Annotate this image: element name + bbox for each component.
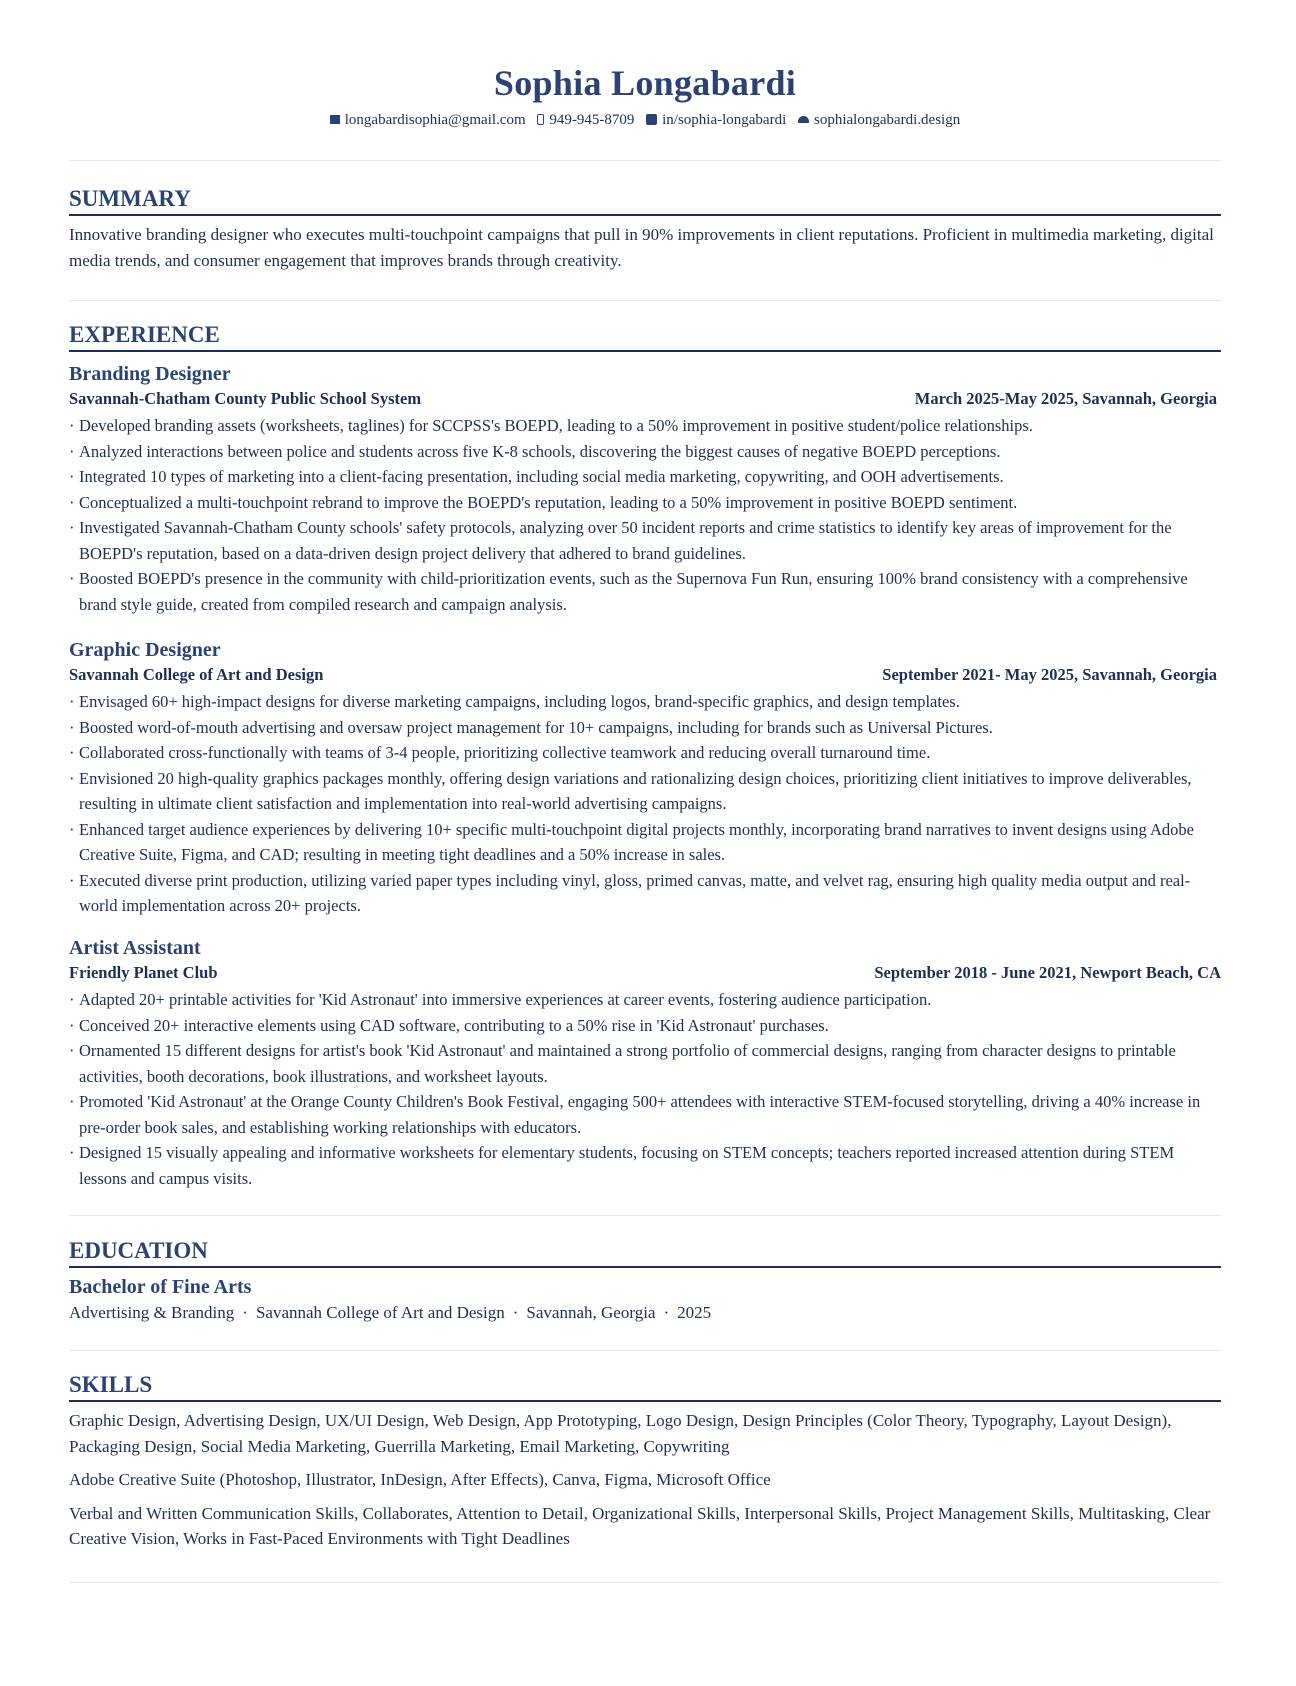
section-rule bbox=[69, 214, 1221, 216]
list-item: · Integrated 10 types of marketing into a client-facing presentation, including social media marketing, copywriting, and OOH advertisements. bbox=[69, 464, 1221, 490]
list-item: · Conceptualized a multi-touchpoint rebrand to improve the BOEPD's reputation, leading to a 50% improvement in positive BOEPD sentiment. bbox=[69, 490, 1221, 516]
separator: · bbox=[512, 1303, 519, 1322]
section-rule bbox=[69, 1266, 1221, 1268]
list-item: · Envisioned 20 high-quality graphics packages monthly, offering design variations and rationalizing design choices, prioritizing client initiatives to improve deliverables, resulting in ultimate client satisfaction and implementation into real-world advertising campaigns. bbox=[69, 766, 1221, 817]
list-item: · Collaborated cross-functionally with teams of 3-4 people, prioritizing collective teamwork and reducing overall turnaround time. bbox=[69, 740, 1221, 766]
phone-text: 949-945-8709 bbox=[549, 112, 635, 128]
skills-design: Graphic Design, Advertising Design, UX/UI Design, Web Design, App Prototyping, Logo Design, Design Principles (Color Theory, Typography, Layout Design), Packaging Design, Social Media Marketing, Guerrilla Marketing, Email Marketing, Copywriting bbox=[69, 1411, 1172, 1456]
linkedin-text: in/sophia-longabardi bbox=[662, 112, 787, 128]
summary-text: Innovative branding designer who executes multi-touchpoint campaigns that pull in 90% improvements in client reputations. Proficient in multimedia marketing, digital media trends, and consumer engagement that improves brands through creativity. bbox=[69, 225, 1214, 270]
list-item: · Conceived 20+ interactive elements using CAD software, contributing to a 50% rise in 'Kid Astronaut' purchases. bbox=[69, 1013, 1221, 1039]
list-item: · Envisaged 60+ high-impact designs for diverse marketing campaigns, including logos, brand-specific graphics, and design templates. bbox=[69, 689, 1221, 715]
list-item: · Promoted 'Kid Astronaut' at the Orange County Children's Book Festival, engaging 500+ attendees with interactive STEM-focused storytelling, driving a 40% increase in pre-order book sales, and establishing working relationships with educators. bbox=[69, 1089, 1221, 1140]
skills-soft: Verbal and Written Communication Skills, Collaborates, Attention to Detail, Organizational Skills, Interpersonal Skills, Project Management Skills, Multitasking, Clear Creative Vision, Works in Fast-Paced Environments with Tight Deadlines bbox=[69, 1503, 1211, 1548]
list-item: · Analyzed interactions between police and students across five K-8 schools, discovering the biggest causes of negative BOEPD perceptions. bbox=[69, 439, 1221, 465]
contact-email[interactable] bbox=[330, 112, 526, 129]
divider bbox=[69, 1215, 1221, 1216]
education-school: Savannah College of Art and Design bbox=[255, 1303, 505, 1322]
education-details bbox=[69, 1300, 1221, 1326]
job-entry bbox=[69, 637, 1221, 919]
list-item: · Ornamented 15 different designs for artist's book 'Kid Astronaut' and maintained a strong portfolio of commercial designs, ranging from character designs to printable activities, booth decorations, book illustrations, and worksheet layouts. bbox=[69, 1038, 1221, 1089]
list-item: · Enhanced target audience experiences by delivering 10+ specific multi-touchpoint digital projects monthly, incorporating brand narratives to invent designs using Adobe Creative Suite, Figma, and CAD; resulting in meeting tight deadlines and a 50% increase in sales. bbox=[69, 817, 1221, 868]
section-title: EDUCATION bbox=[69, 1238, 208, 1263]
job-title: Graphic Designer bbox=[69, 639, 221, 661]
list-item: · Boosted word-of-mouth advertising and oversaw project management for 10+ campaigns, including for brands such as Universal Pictures. bbox=[69, 715, 1221, 741]
job-bullets bbox=[69, 689, 1221, 919]
section-rule bbox=[69, 1400, 1221, 1402]
section-rule bbox=[69, 350, 1221, 352]
job-dates-location: March 2025-May 2025, Savannah, Georgia bbox=[914, 389, 1217, 408]
skills-software: Adobe Creative Suite (Photoshop, Illustrator, InDesign, After Effects), Canva, Figma, Microsoft Office bbox=[69, 1470, 771, 1489]
phone-icon bbox=[537, 114, 544, 125]
education-section bbox=[69, 1236, 1221, 1326]
divider bbox=[69, 160, 1221, 161]
list-item: · Investigated Savannah-Chatham County schools' safety protocols, analyzing over 50 incident reports and crime statistics to identify key areas of improvement for the BOEPD's reputation, based on a data-driven design project delivery that adhered to brand guidelines. bbox=[69, 515, 1221, 566]
degree-title: Bachelor of Fine Arts bbox=[69, 1276, 252, 1298]
job-entry bbox=[69, 935, 1221, 1191]
separator: · bbox=[663, 1303, 670, 1322]
job-dates-location: September 2021- May 2025, Savannah, Georgia bbox=[882, 665, 1217, 684]
section-title: SUMMARY bbox=[69, 186, 191, 211]
contact-line bbox=[69, 112, 1221, 129]
list-item: · Boosted BOEPD's presence in the community with child-prioritization events, such as the Supernova Fun Run, ensuring 100% brand consistency with a comprehensive brand style guide, created from compiled research and campaign analysis. bbox=[69, 566, 1221, 617]
list-item: · Adapted 20+ printable activities for 'Kid Astronaut' into immersive experiences at career events, fostering audience participation. bbox=[69, 987, 1221, 1013]
contact-linkedin[interactable] bbox=[646, 112, 786, 129]
education-year: 2025 bbox=[677, 1303, 712, 1322]
job-bullets bbox=[69, 413, 1221, 617]
job-organization: Savannah-Chatham County Public School System bbox=[69, 389, 422, 408]
list-item: · Developed branding assets (worksheets, taglines) for SCCPSS's BOEPD, leading to a 50% improvement in positive student/police relationships. bbox=[69, 413, 1221, 439]
experience-section bbox=[69, 320, 1221, 352]
linkedin-icon bbox=[646, 114, 657, 125]
section-title: EXPERIENCE bbox=[69, 322, 220, 347]
list-item: · Executed diverse print production, utilizing varied paper types including vinyl, gloss, primed canvas, matte, and velvet rag, ensuring high quality media output and real-world implementation across 20+ projects. bbox=[69, 868, 1221, 919]
list-item: · Designed 15 visually appealing and informative worksheets for elementary students, focusing on STEM concepts; teachers reported increased attention during STEM lessons and campus visits. bbox=[69, 1140, 1221, 1191]
contact-phone[interactable] bbox=[537, 112, 634, 129]
skills-section bbox=[69, 1370, 1221, 1552]
globe-icon bbox=[798, 116, 809, 123]
education-field: Advertising & Branding bbox=[69, 1303, 235, 1322]
job-title: Artist Assistant bbox=[69, 937, 201, 959]
section-title: SKILLS bbox=[69, 1372, 153, 1397]
job-organization: Savannah College of Art and Design bbox=[69, 665, 324, 684]
divider bbox=[69, 1582, 1221, 1583]
separator: · bbox=[242, 1303, 248, 1322]
email-text: longabardisophia@gmail.com bbox=[344, 112, 526, 128]
education-location: Savannah, Georgia bbox=[526, 1303, 656, 1322]
website-text: sophialongabardi.design bbox=[814, 112, 961, 128]
divider bbox=[69, 300, 1221, 301]
divider bbox=[69, 1350, 1221, 1351]
job-organization: Friendly Planet Club bbox=[69, 963, 218, 982]
contact-website[interactable] bbox=[798, 112, 960, 129]
summary-section bbox=[69, 184, 1221, 273]
job-title: Branding Designer bbox=[69, 363, 231, 385]
envelope-icon bbox=[330, 115, 340, 124]
candidate-name: Sophia Longabardi bbox=[493, 63, 797, 103]
job-bullets bbox=[69, 987, 1221, 1191]
job-dates-location: September 2018 - June 2021, Newport Beach, CA bbox=[874, 963, 1221, 982]
job-entry bbox=[69, 361, 1221, 617]
